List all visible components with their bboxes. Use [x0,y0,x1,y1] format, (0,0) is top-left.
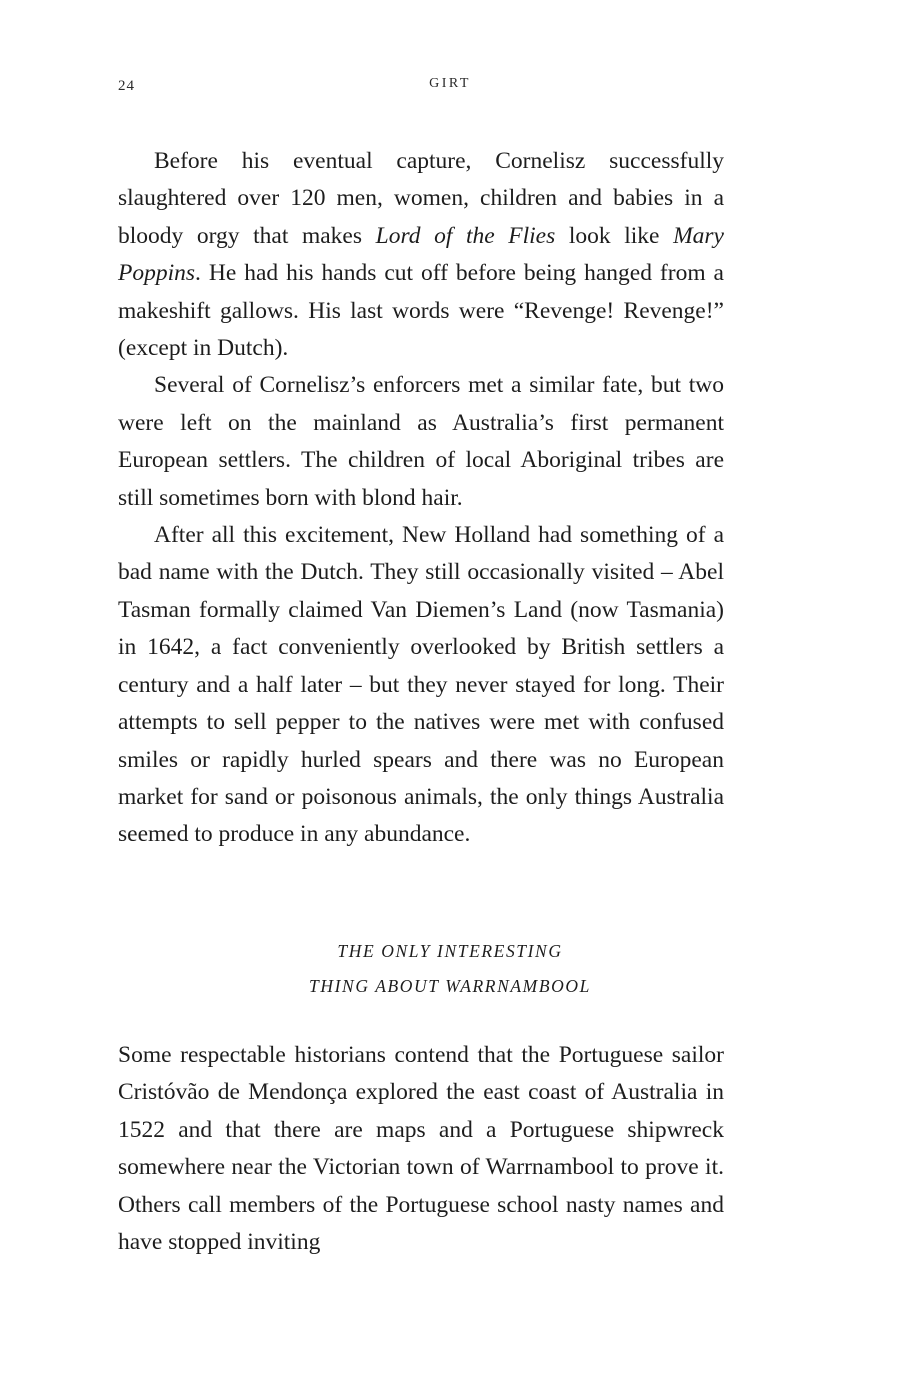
book-title-lord-of-the-flies: Lord of the Flies [375,222,556,249]
paragraph-1 [118,143,724,367]
paragraph-2: Several of Cornelisz’s enforcers met a similar fate, but two were left on the mainland as Australia’s first permanent European settlers. The children of local Aboriginal tribes are still sometimes born with blond hair. [118,372,724,511]
paragraph-1-part-2: look like [555,222,674,249]
body-text [118,143,724,854]
book-title-mary-poppins: Mary Poppins [118,222,724,287]
paragraph-4: Some respectable historians contend that the Portuguese sailor Cristóvão de Mendonça explored the east coast of Australia in 1522 and that there are maps and a Portuguese shipwreck somewhere near the Victorian town of Warrnambool to prove it. Others call members of the Portuguese school nasty names and have stopped inviting [118,1042,724,1256]
paragraph-3: After all this excitement, New Holland had something of a bad name with the Dutch. They still occasionally visited – Abel Tasman formally claimed Van Diemen’s Land (now Tasmania) in 1642, a fact conveniently overlooked by British settlers a century and a half later – but they never stayed for long. Their attempts to sell pepper to the natives were met with confused smiles or rapidly hurled spears and there was no European market for sand or poisonous animals, the only things Australia seemed to produce in any abundance. [118,522,724,848]
page-number: 24 [118,78,135,94]
section-heading [0,934,900,1004]
running-head: GIRT [429,76,471,91]
paragraph-1-part-3: . He had his hands cut off before being hanged from a makeshift gallows. His last words were “Revenge! Revenge!” (except in Dutch). [118,260,724,362]
body-text-section-2 [118,1037,724,1261]
section-heading-line-2: THING ABOUT WARRNAMBOOL [309,976,591,996]
paragraph-1-part-1: Before his eventual capture, Cornelisz successfully slaughtered over 120 men, women, children and babies in a bloody orgy that makes [118,148,724,249]
section-heading-line-1: THE ONLY INTERESTING [337,941,563,961]
